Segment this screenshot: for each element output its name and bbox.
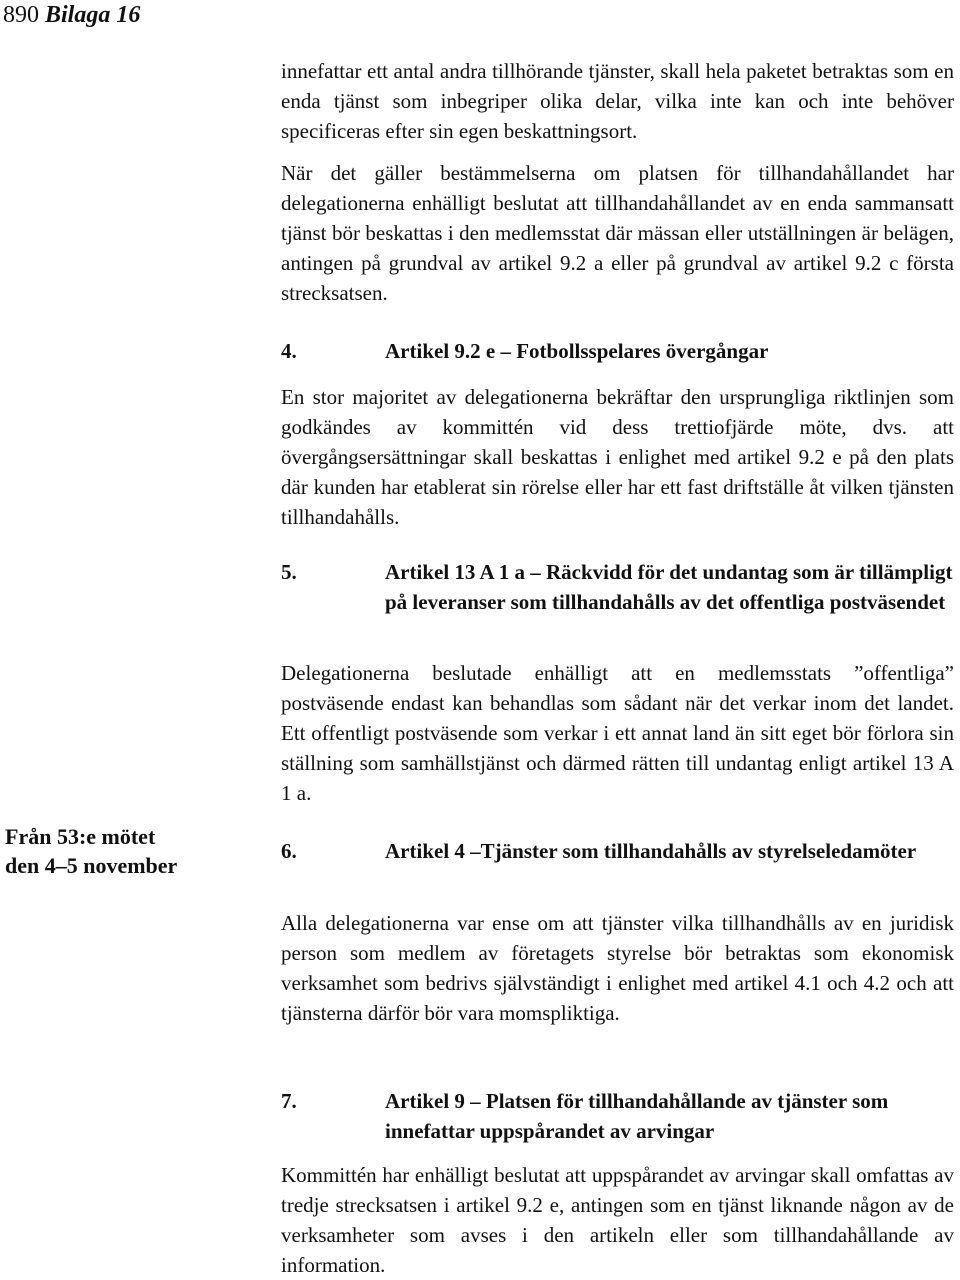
paragraph-2: [281, 158, 954, 308]
section-4-body: [281, 382, 954, 532]
section-7-heading: [281, 1086, 954, 1146]
paragraph-text: Alla delegationerna var ense om att tjänster vilka tillhandhålls av en juridisk person som medlem av företagets styrelse bör betraktas som ekonomisk verksamhet som bedrivs självständigt i enlighet med artikel 4.1 och 4.2 och att tjänsterna därför bör vara momspliktiga.: [281, 911, 954, 1025]
section-title: Artikel 9 – Platsen för tillhandahållande av tjänster som innefattar uppspårandet av arvingar: [385, 1089, 889, 1143]
paragraph-text: innefattar ett antal andra tillhörande tjänster, skall hela paketet betraktas som en enda tjänst som inbegriper olika delar, vilka inte kan och inte behöver specificeras efter sin egen beskattningsort.: [281, 59, 954, 143]
margin-note: [5, 822, 255, 880]
section-number: 7.: [281, 1089, 297, 1113]
section-number: 6.: [281, 839, 297, 863]
document-title: Bilaga 16: [45, 2, 141, 28]
paragraph-text: Delegationerna beslutade enhälligt att en medlemsstats ”offentliga” postväsende endast kan behandlas som sådant när det verkar inom det landet. Ett offentligt postväsende som verkar i ett annat land än sitt eget bör förlora sin ställning som samhällstjänst och därmed rätten till undantag enligt artikel 13 A 1 a.: [281, 661, 954, 805]
section-number: 4.: [281, 339, 297, 363]
margin-note-line-2: den 4–5 november: [5, 853, 178, 878]
section-5-heading: [281, 557, 954, 617]
paragraph-text: När det gäller bestämmelserna om platsen för tillhandahållandet har delegationerna enhälligt beslutat att tillhandahållandet av en enda sammansatt tjänst bör beskattas i den medlemsstat där mässan eller utställningen är belägen, antingen på grundval av artikel 9.2 a eller på grundval av artikel 9.2 c första strecksatsen.: [281, 161, 954, 305]
section-number: 5.: [281, 560, 297, 584]
margin-note-line-1: Från 53:e mötet: [5, 824, 156, 849]
section-title: Artikel 4 –Tjänster som tillhandahålls av styrelseledamöter: [385, 839, 917, 863]
section-title: Artikel 13 A 1 a – Räckvidd för det undantag som är tillämpligt på leveranser som tillhandahålls av det offentliga postväsendet: [385, 560, 953, 614]
paragraph-1: [281, 56, 954, 146]
section-5-body: [281, 658, 954, 808]
page-header: [3, 0, 140, 30]
paragraph-text: Kommittén har enhälligt beslutat att uppspårandet av arvingar skall omfattas av tredje strecksatsen i artikel 9.2 e, antingen som en tjänst liknande någon av de verksamheter som avses i den artikeln eller som tillhandahållande av information.: [281, 1163, 954, 1277]
section-6-heading: [281, 836, 954, 866]
section-6-body: [281, 908, 954, 1028]
section-title: Artikel 9.2 e – Fotbollsspelares övergångar: [385, 339, 769, 363]
section-4-heading: [281, 336, 954, 366]
page-number: 890: [3, 2, 39, 28]
paragraph-text: En stor majoritet av delegationerna bekräftar den ursprungliga riktlinjen som godkändes av kommittén vid dess trettiofjärde möte, dvs. att övergångsersättningar skall beskattas i enlighet med artikel 9.2 e på den plats där kunden har etablerat sin rörelse eller har ett fast driftställe åt vilken tjänsten tillhandahålls.: [281, 385, 954, 529]
section-7-body: [281, 1160, 954, 1280]
